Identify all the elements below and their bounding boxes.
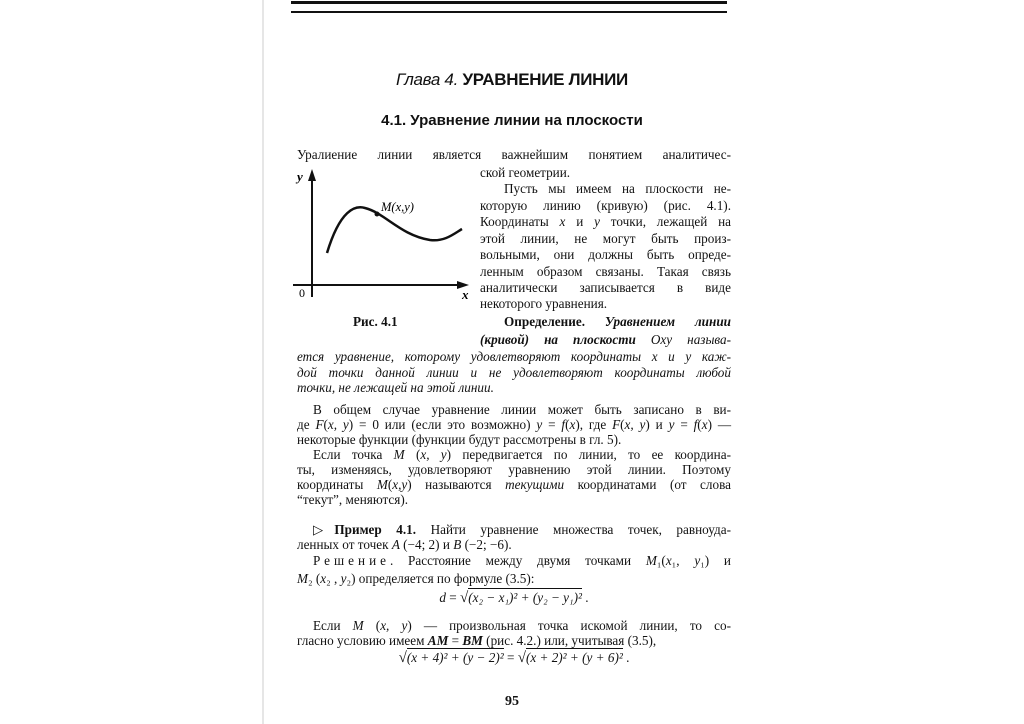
figure-4-1 (285, 165, 475, 310)
text-segment: . (622, 650, 630, 665)
text-line (480, 214, 731, 230)
text-segment: x, y (327, 417, 349, 432)
text-segment: дой точки данной линии и не удовлетворяют координаты любой (297, 365, 731, 380)
text-line (480, 165, 730, 181)
text-segment: де (297, 417, 316, 432)
text-segment: M (352, 618, 364, 633)
text-segment: Уралиение линии является важнейшим понятием аналитичес- (297, 147, 731, 162)
text-segment: некоторые функции (функции будут рассмотрены в гл. 5). (297, 432, 622, 447)
formula-line (297, 590, 731, 606)
text-segment: x, y (420, 447, 447, 462)
text-segment: M (297, 571, 308, 586)
text-segment: AM (427, 633, 449, 648)
text-line (313, 522, 731, 538)
text-segment: ( (323, 417, 328, 432)
text-segment: этой линии, не могут быть произ- (480, 231, 731, 246)
text-line (504, 314, 731, 330)
text-segment: f (561, 417, 566, 432)
text-segment: Если (313, 618, 353, 633)
text-line (313, 553, 731, 569)
text-line (297, 380, 731, 396)
y-axis-arrow (308, 169, 316, 181)
text-line (297, 147, 731, 163)
text-segment: Если точка (313, 447, 394, 462)
text-segment: точки, не лежащей на этой линии. (297, 380, 494, 395)
text-segment: точки, лежащей на (599, 214, 731, 229)
radicand: (x + 4)² + (y − 2)² (406, 650, 504, 665)
text-segment: A (391, 537, 400, 552)
text-segment: “текут”, меняются). (297, 492, 409, 507)
text-segment: Координаты (480, 214, 560, 229)
text-segment: координатами (от слова (564, 477, 731, 492)
text-segment: ), где (575, 417, 613, 432)
text-segment: В общем случае уравнение линии может быть записано в ви- (313, 402, 731, 417)
text-segment: ) — произвольная точка искомой линии, то со- (407, 618, 731, 633)
text-segment: F (315, 417, 324, 432)
text-line (480, 280, 731, 296)
header-rule-bottom (291, 11, 727, 13)
text-segment: x (559, 214, 566, 229)
text-segment: некоторого уравнения. (480, 296, 608, 311)
text-segment: гласно условию имеем (297, 633, 428, 648)
text-segment: ₁( (656, 553, 666, 568)
text-segment: M (393, 447, 405, 462)
text-segment: B (453, 537, 462, 552)
page-number: 95 (505, 694, 519, 709)
text-segment: x, y (624, 417, 646, 432)
text-segment: вольными, они должны быть опреде- (480, 247, 731, 262)
text-segment: и (565, 214, 595, 229)
text-line (297, 432, 731, 448)
text-segment: x (320, 571, 327, 586)
text-line (480, 296, 731, 312)
text-segment: = (542, 417, 562, 432)
text-segment: аналитически записывается в виде (480, 280, 731, 295)
text-line (480, 332, 731, 348)
text-segment: = (674, 417, 694, 432)
formula-line (297, 650, 731, 666)
text-line (480, 198, 731, 214)
text-line (297, 417, 731, 433)
text-segment: текущими (505, 477, 565, 492)
sqrt-sign: √ (460, 590, 469, 606)
point-m (375, 212, 380, 217)
text-segment: ленных от точек (297, 537, 392, 552)
text-segment: F (612, 417, 621, 432)
text-segment: ( (404, 447, 421, 462)
text-line (297, 633, 731, 649)
text-segment: ₁, (671, 553, 695, 568)
text-segment: y (668, 417, 675, 432)
text-segment: Уравнением линии (604, 314, 731, 329)
text-segment: ской геометрии. (480, 165, 571, 180)
text-line (480, 247, 731, 263)
text-line (313, 618, 731, 634)
text-segment: Oxy называ- (650, 332, 732, 347)
text-segment: ты, изменяясь, удовлетворяют уравнению этой линии. Поэтому (297, 462, 731, 477)
text-line (313, 447, 731, 463)
header-rule-top (291, 1, 727, 4)
text-segment: (рис. 4.2.) или, учитывая (3.5), (482, 633, 657, 648)
text-line (504, 181, 731, 197)
text-segment: ▷ (313, 522, 335, 537)
text-segment: ( (697, 417, 702, 432)
text-segment: ) передвигается по линии, то ее координа- (446, 447, 731, 462)
text-segment: ( (387, 477, 393, 492)
text-segment: x (569, 417, 576, 432)
text-line (297, 477, 731, 493)
text-segment: BM (462, 633, 483, 648)
radicand: (x₂ − x₁)² + (y₂ − y₁)² (468, 590, 582, 605)
text-line (297, 462, 731, 478)
chapter-prefix: Глава 4. (396, 70, 459, 89)
text-line (297, 537, 731, 553)
text-segment: ) называются (407, 477, 506, 492)
text-segment: ₂ ( (308, 571, 321, 586)
text-segment: ( (565, 417, 570, 432)
text-segment: ) и (645, 417, 669, 432)
text-segment: = (503, 650, 518, 665)
text-segment: которую линию (кривую) (рис. 4.1). (480, 198, 731, 213)
text-segment: . (581, 590, 589, 605)
text-segment: ) — (707, 417, 732, 432)
text-line (313, 402, 731, 418)
y-axis-label: y (297, 169, 303, 184)
page-edge (262, 0, 264, 724)
text-segment: координаты (297, 477, 377, 492)
chapter-title (0, 70, 1024, 90)
text-segment: M (645, 553, 657, 568)
section-title: 4.1. Уравнение линии на плоскости (381, 112, 643, 129)
text-segment: ₁) и (700, 553, 731, 568)
text-segment: Определение. (504, 314, 605, 329)
text-segment: x (701, 417, 708, 432)
text-line (480, 264, 731, 280)
text-line (297, 571, 731, 587)
text-segment: ₂) определяется по формуле (3.5): (346, 571, 535, 586)
text-segment: x (665, 553, 672, 568)
text-segment: ( (363, 618, 381, 633)
text-segment: ) = 0 или (если это возможно) (348, 417, 537, 432)
text-segment: Пример 4.1. (334, 522, 417, 537)
text-segment: y (340, 571, 347, 586)
text-line (297, 492, 731, 508)
text-segment: (−4; 2) и (399, 537, 454, 552)
text-segment: x, y (380, 618, 408, 633)
text-segment: . Расстояние между двумя точками (390, 553, 646, 568)
text-segment: = (446, 590, 461, 605)
text-segment: y (536, 417, 543, 432)
text-line (297, 365, 731, 381)
text-segment: x,y (392, 477, 408, 492)
text-segment: M (376, 477, 388, 492)
text-line (480, 231, 731, 247)
figure-caption: Рис. 4.1 (353, 314, 398, 329)
point-label: M(x,y) (381, 200, 414, 214)
text-segment: ( (620, 417, 625, 432)
text-segment: d (439, 590, 446, 605)
text-segment: y (594, 214, 600, 229)
origin-label: 0 (299, 286, 305, 300)
text-segment: Решение (313, 553, 390, 568)
text-line (297, 349, 731, 365)
text-segment: ₂ , (326, 571, 341, 586)
text-segment: (−2; −6). (461, 537, 512, 552)
sqrt-sign: √ (398, 650, 407, 666)
text-segment: = (448, 633, 463, 648)
sqrt-sign: √ (517, 650, 526, 666)
x-axis-label: x (462, 287, 469, 302)
text-segment: Найти уравнение множества точек, равноуда- (416, 522, 731, 537)
chapter-name: УРАВНЕНИЕ ЛИНИИ (462, 70, 628, 89)
text-segment: y (694, 553, 701, 568)
text-segment: Пусть мы имеем на плоскости не- (504, 181, 731, 196)
text-segment: ется уравнение, которому удовлетворяют координаты x и y каж- (297, 349, 731, 364)
text-segment: (кривой) на плоскости (480, 332, 651, 347)
curve (327, 207, 462, 253)
radicand: (x + 2)² + (y + 6)² (525, 650, 623, 665)
text-segment: f (693, 417, 698, 432)
text-segment: ленным образом связаны. Такая связь (480, 264, 731, 279)
